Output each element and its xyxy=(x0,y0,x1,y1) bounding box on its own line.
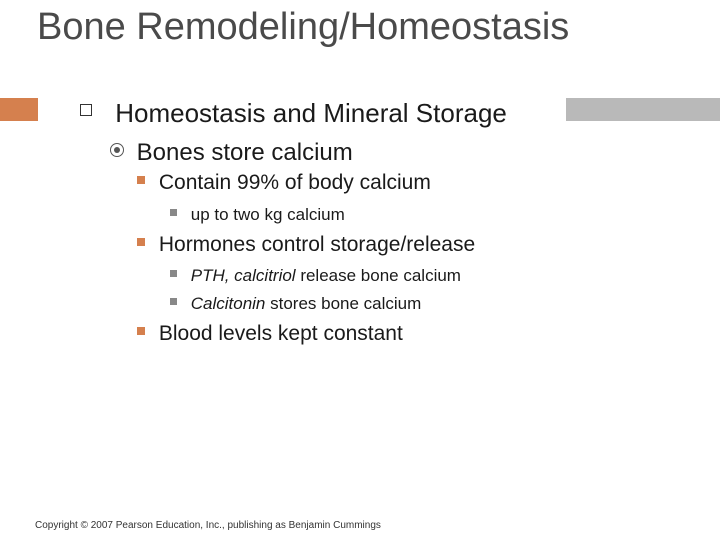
level4-rest-text: release bone calcium xyxy=(295,265,461,285)
square-bullet-icon xyxy=(137,176,145,184)
square-bullet-icon xyxy=(170,270,177,277)
level4-rest-text: stores bone calcium xyxy=(265,293,422,313)
square-outline-bullet-icon xyxy=(80,104,92,116)
level3-text: Blood levels kept constant xyxy=(158,322,403,346)
level4-text: up to two kg calcium xyxy=(190,204,345,224)
outline-level3-item-contain xyxy=(137,171,431,195)
square-bullet-icon xyxy=(170,298,177,305)
level3-text: Contain 99% of body calcium xyxy=(158,171,431,195)
copyright-footer: Copyright © 2007 Pearson Education, Inc., publishing as Benjamin Cummings xyxy=(35,520,381,531)
accent-bar-right xyxy=(566,98,720,121)
square-bullet-icon xyxy=(170,209,177,216)
outline-level4-item-upto xyxy=(170,204,345,225)
slide-title: Bone Remodeling/Homeostasis xyxy=(37,6,570,48)
square-bullet-icon xyxy=(137,327,145,335)
level2-text: Bones store calcium xyxy=(136,138,353,166)
outline-level4-item-calcitonin xyxy=(170,293,421,314)
accent-bar-left xyxy=(0,98,38,121)
outline-level2-item xyxy=(110,138,353,167)
square-bullet-icon xyxy=(137,238,145,246)
level1-text: Homeostasis and Mineral Storage xyxy=(115,97,507,128)
italic-term: PTH, calcitriol xyxy=(190,265,296,285)
circle-bullet-icon xyxy=(110,143,124,157)
level4-text xyxy=(191,266,461,286)
outline-level4-item-pth xyxy=(170,265,461,286)
level4-text xyxy=(191,294,422,314)
italic-term: Calcitonin xyxy=(190,293,266,313)
outline-level3-item-hormones xyxy=(137,233,475,257)
outline-level3-item-blood xyxy=(137,322,403,346)
level3-text: Hormones control storage/release xyxy=(158,233,476,257)
outline-level1-item xyxy=(80,96,507,129)
